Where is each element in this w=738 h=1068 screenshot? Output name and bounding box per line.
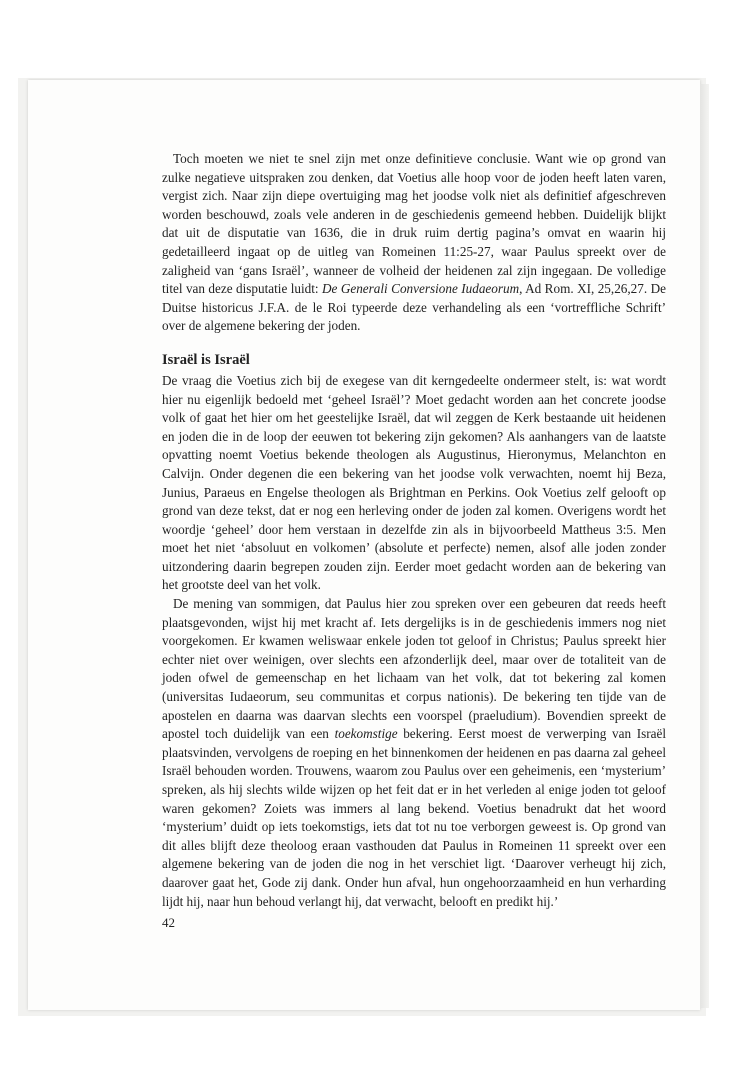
paragraph-2: De vraag die Voetius zich bij de exegese van dit kerngedeelte ondermeer stelt, is: wat wordt hier nu eigenlijk bedoeld met ‘geheel Israël’? Moet gedacht worden aan het concrete joodse volk of gaat het hier om het geestelijke Israël, dat wil zeggen de Kerk bestaande uit heidenen en joden die in de loop der eeuwen tot bekering zijn gekomen? Als aanhangers van de laatste opvatting noemt Voetius bekende theologen als Augustinus, Hieronymus, Melanchton en Calvijn. Onder degenen die een bekering van het joodse volk verwachten, noemt hij Beza, Junius, Paraeus en Engelse theologen als Brightman en Perkins. Ook Voetius zelf gelooft op grond van deze tekst, dat er nog een herleving onder de joden zal komen. Overigens wordt het woordje ‘geheel’ door hem verstaan in dezelfde zin als in bijvoorbeeld Mattheus 3:5. Men moet het niet ‘absoluut en volkomen’ (absolute et perfecte) nemen, alsof alle joden zonder uitzondering daarin begrepen zouden zijn. Eerder moet gedacht worden aan de bekering van het grootste deel van het volk. — [162, 372, 666, 593]
page-edge — [700, 84, 709, 1008]
section-heading: Israël is Israël — [162, 351, 250, 368]
disputation-title: De Generali Conversione Iudaeorum — [322, 281, 520, 297]
page-body — [162, 150, 666, 911]
paragraph-3-text-a: De mening van sommigen, dat Paulus hier zou spreken over een gebeuren dat reeds heeft plaatsgevonden, wijst hij met kracht af. Iets dergelijks is in de geschiedenis immers nog niet voorgekomen. Er kwamen weliswaar enkele joden tot geloof in Christus; Paulus spreekt hier echter niet over weinigen, over slechts een afzonderlijk deel, maar over de totaliteit van de joden ofwel de gemeenschap en het lichaam van het volk, dat tot bekering zal komen (universitas Iudaeorum, seu communitas et corpus nationis). De bekering ten tijde van de apostelen en daarna was daarvan slechts een voorspel (praeludium). Bovendien spreekt de apostel toch duidelijk van een — [162, 596, 666, 742]
paragraph-1 — [162, 150, 666, 336]
paragraph-3 — [162, 595, 666, 911]
paragraph-1-text-b: , Ad Rom. XI, 25,26,27. De Duitse historicus J.F.A. de le Roi typeerde deze verhandeling als een ‘vortreffliche Schrift’ over de algemene bekering der joden. — [162, 281, 666, 334]
paragraph-3-text-b: bekering. Eerst moest de verwerping van Israël plaatsvinden, vervolgens de roeping en het binnenkomen der heidenen en pas daarna zal geheel Israël behouden worden. Trouwens, waarom zou Paulus over een geheimenis, een ‘mysterium’ spreken, als hij slechts wilde wijzen op het feit dat er in het verleden al enige joden tot geloof waren gekomen? Zoiets was immers al lang bekend. Voetius benadrukt dat het woord ‘mysterium’ duidt op iets toekomstigs, iets dat tot nu toe verborgen geweest is. Op grond van dit alles blijft deze theoloog eraan vasthouden dat Paulus in Romeinen 11 spreekt over een algemene bekering van de joden die nog in het verschiet ligt. ‘Daarover verheugt hij zich, daarover gaat het, Gode zij dank. Onder hun afval, hun ongehoorzaamheid en hun verharding lijdt hij, naar hun behoud verlangt hij, dat verwacht, belooft en predikt hij.’ — [162, 726, 666, 909]
paragraph-1-text-a: Toch moeten we niet te snel zijn met onze definitieve conclusie. Want wie op grond van zulke negatieve uitspraken zou denken, dat Voetius alle hoop voor de joden heeft laten varen, vergist zich. Naar zijn diepe overtuiging mag het joodse volk niet als definitief afgeschreven worden beschouwd, zoals vele anderen in de geschiedenis gemeend hebben. Duidelijk blijkt dat uit de disputatie van 1636, die in druk ruim dertig pagina’s omvat en waarin hij gedetailleerd ingaat op de uitleg van Romeinen 11:25-27, waar Paulus spreekt over de zaligheid van ‘gans Israël’, wanneer de volheid der heidenen zal zijn ingegaan. De volledige titel van deze disputatie luidt: — [162, 151, 666, 297]
italic-word: toekomstige — [334, 726, 398, 742]
page-number: 42 — [162, 915, 175, 930]
